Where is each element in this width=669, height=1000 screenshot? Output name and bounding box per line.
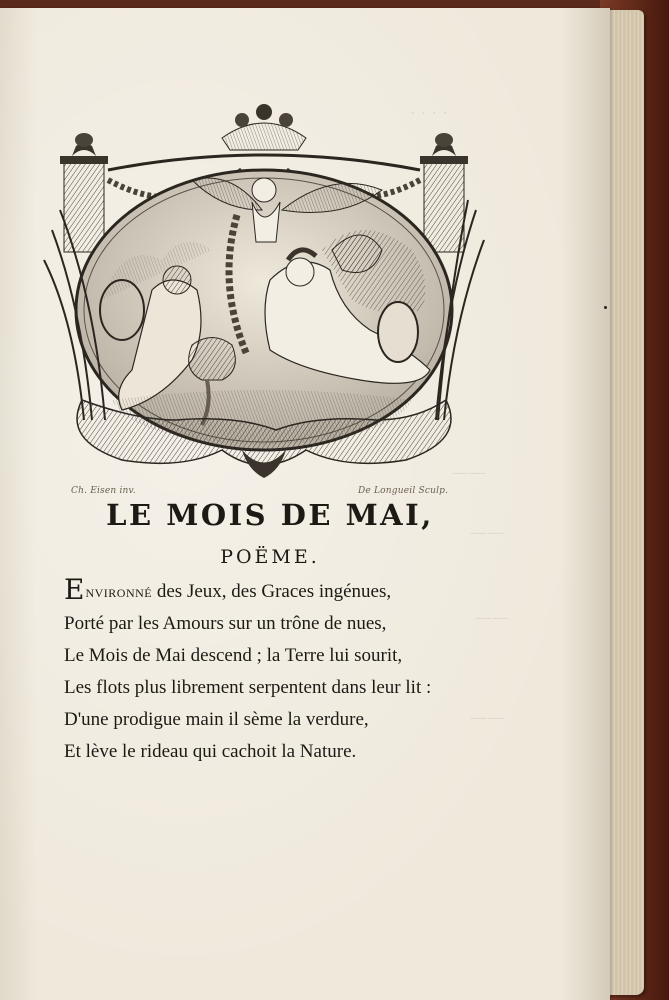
engraver-credit: De Longueil Sculp. bbox=[358, 486, 449, 496]
verse-line: D'une prodigue main il sème la verdure, bbox=[64, 709, 369, 730]
verse-line: Les flots plus librement serpentent dans leur lit : bbox=[64, 677, 432, 698]
show-through-text: —— bbox=[470, 708, 504, 728]
show-through-text: —— bbox=[475, 608, 509, 628]
engraved-vignette bbox=[42, 100, 486, 478]
first-word-smallcaps: nvironné bbox=[85, 582, 153, 601]
verse-line-1 bbox=[64, 573, 504, 606]
poem-title: LE MOIS DE MAI, bbox=[106, 498, 434, 532]
poem-subtitle: POËME. bbox=[220, 546, 320, 568]
verse-line: Porté par les Amours sur un trône de nues, bbox=[64, 613, 387, 634]
drop-cap-initial: E bbox=[64, 573, 85, 606]
illustrator-credit: Ch. Eisen inv. bbox=[71, 486, 136, 496]
book-page bbox=[0, 8, 610, 1000]
first-line-rest: des Jeux, des Graces ingénues, bbox=[152, 581, 392, 602]
verse-line: Et lève le rideau qui cachoit la Nature. bbox=[64, 741, 357, 762]
show-through-text: —— bbox=[470, 523, 504, 543]
ink-speck bbox=[604, 306, 607, 309]
show-through-text: —— bbox=[452, 463, 486, 483]
verse-line: Le Mois de Mai descend ; la Terre lui sourit, bbox=[64, 645, 403, 666]
show-through-text: · · · · bbox=[410, 104, 448, 124]
